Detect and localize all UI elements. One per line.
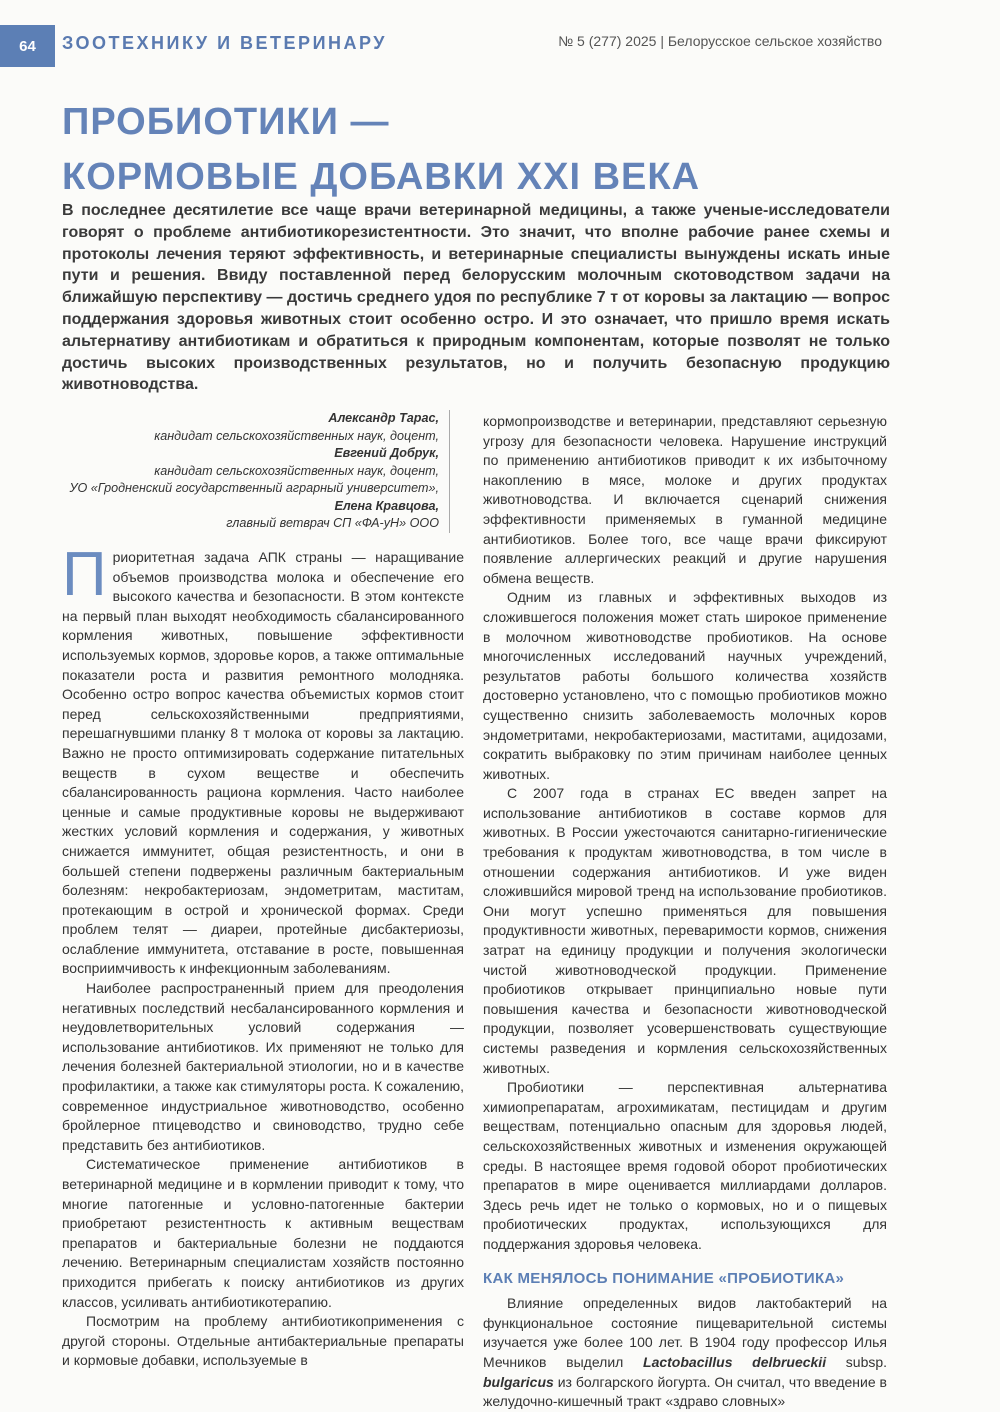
page-number: 64 bbox=[0, 25, 55, 67]
author-organization: УО «Гродненский государственный аграрный университет», bbox=[69, 481, 439, 495]
author-block bbox=[62, 410, 450, 533]
body-paragraph: Одним из главных и эффективных выходов из сложившегося положения может стать широкое применение в молочном животноводстве пробиотиков. На основе многочисленных исследований научных учреждений, результатов работы большого количества хозяйств достоверно установлено, что с помощью пробиотиков можно существенно снизить заболеваемость молочных коров эндометритами, некробактериозами, маститами, ацидозами, сократить выбраковку по этим причинам наиболее ценных животных. bbox=[483, 589, 887, 782]
right-column bbox=[483, 412, 887, 1412]
article-title bbox=[62, 95, 902, 205]
body-paragraph: Наиболее распространенный прием для преодоления негативных последствий несбалансированного кормления и неудовлетворительных условий содержания — использование антибиотиков. Их применяют не только для лечения болезней бактериальной этиологии, но и в качестве профилактики, а также как стимуляторы роста. К сожалению, современное индустриальное животноводство, особенно бройлерное птицеводство и свиноводство, трудно себе представить без антибиотиков. bbox=[62, 980, 464, 1153]
title-line-2: КОРМОВЫЕ ДОБАВКИ XXI ВЕКА bbox=[62, 156, 701, 198]
body-paragraph: кормопроизводстве и ветеринарии, представляют серьезную угрозу для безопасности человека. Нарушение инструкций по применению антибиотиков приводит к их избыточному накоплению в мясе, молоке и других продуктах животноводства. И включается сценарий снижения эффективности применяемых в гуманной медицине антибиотиков. Более того, все чаще врачи фиксируют появление аллергических реакций и другие нарушения обмена веществ. bbox=[483, 413, 887, 586]
title-line-1: ПРОБИОТИКИ — bbox=[62, 101, 390, 143]
body-paragraph: Влияние определенных видов лактобактерий на функциональное состояние пищеварительной системы изучается уже более 100 лет. В 1904 году профессор Илья Мечников выделил Lactobacillus delbrueckii subsp. bulgaricus из болгарского йогурта. Он считал, что введение в желудочно-кишечный тракт «здраво словных» bbox=[483, 1295, 888, 1410]
body-paragraph: Приоритетная задача АПК страны — наращивание объемов производства молока и обеспечение его высокого качества и безопасности. В этом контексте на первый план выходят необходимость сбалансированного кормления животных, повышение эффективности используемых кормов, здоровье коров, а также оптимальные показатели роста и развития ремонтного молодняка. Особенно остро вопрос качества объемистых кормов стоит перед сельскохозяйственными предприятиями, перешагнувшими планку 8 т молока от коровы за лактацию. Важно не просто оптимизировать содержание питательных веществ в сухом веществе и обеспечить сбалансированность рациона кормления. Часто наиболее ценные и самые продуктивные коровы не выдерживают жестких условий кормления и содержания, у животных снижается иммунитет, общая резистентность, и они в большей степени подвержены различным бактериальным болезням: некробактериозам, эндометритам, маститам, протекающим в острой и хронической формах. Среди проблем телят — диареи, протейные дисбактериозы, ослабление иммунитета, отставание в росте, повышенная восприимчивость к инфекционным заболеваниям. bbox=[62, 540, 464, 977]
author-name: Александр Тарас, bbox=[328, 411, 439, 425]
left-column bbox=[62, 540, 464, 1371]
author-position: кандидат сельскохозяйственных наук, доцент, bbox=[154, 463, 439, 478]
species-name: Lactobacillus delbrueckii bbox=[643, 1353, 827, 1370]
author-name: Евгений Добрук, bbox=[334, 446, 439, 460]
section-heading: ЗООТЕХНИКУ И ВЕТЕРИНАРУ bbox=[62, 33, 387, 53]
species-name: bulgaricus bbox=[483, 1373, 554, 1390]
author-position: кандидат сельскохозяйственных наук, доцент, bbox=[154, 428, 439, 443]
author-position: главный ветврач СП «ФА-уН» ООО bbox=[226, 516, 439, 530]
issue-info: № 5 (277) 2025 | Белорусское сельское хозяйство bbox=[558, 33, 882, 49]
subheading: КАК МЕНЯЛОСЬ ПОНИМАНИЕ «ПРОБИОТИКА» bbox=[483, 1269, 845, 1287]
body-paragraph: С 2007 года в странах ЕС введен запрет на использование антибиотиков в составе кормов для животных. В России ужесточаются санитарно-гигиенические требования к продуктам животноводства, в том числе в отношении содержания антибиотиков. И уже виден сложившийся мировой тренд на использование пробиотиков. Они могут успешно применяться для повышения продуктивности животных, переваримости кормов, снижения затрат на единицу продукции и получения экологически чистой животноводческой продукции. Применение пробиотиков открывает принципиально новые пути повышения качества и безопасности животноводческой продукции, позволяет усовершенствовать существующие системы разведения и кормления сельскохозяйственных животных. bbox=[483, 785, 887, 1076]
body-paragraph: Посмотрим на проблему антибиотикоприменения с другой стороны. Отдельные антибактериальные препараты и кормовые добавки, используемые в bbox=[62, 1313, 464, 1369]
drop-cap: П bbox=[62, 540, 107, 609]
author-name: Елена Кравцова, bbox=[334, 498, 439, 513]
lead-paragraph: В последнее десятилетие все чаще врачи ветеринарной медицины, а также ученые-исследователи говорят о проблеме антибиотикорезистентности. Это значит, что вполне рабочие ранее схемы и протоколы лечения теряют эффективность, и ветеринарные специалисты вынуждены искать иные пути и решения. Ввиду поставленной перед белорусским молочным скотоводством задачи на ближайшую перспективу — достичь среднего удоя по республике 7 т от коровы за лактацию — вопрос поддержания здоровья животных стоит особенно остро. И это означает, что пришло время искать альтернативу антибиотикам и обратиться к природным компонентам, которые позволят не только достичь высоких производственных результатов, но и получить безопасную продукцию животноводства. bbox=[62, 202, 890, 394]
body-paragraph: Систематическое применение антибиотиков в ветеринарной медицине и в кормлении приводит к тому, что многие патогенные и условно-патогенные бактерии приобретают резистентность к активным веществам препаратов и бактериальные болезни не поддаются лечению. Ветеринарным специалистам хозяйств постоянно приходится прибегать к поиску антибиотиков из других классов, усиливать антибиотикотерапию. bbox=[62, 1156, 464, 1310]
body-paragraph: Пробиотики — перспективная альтернатива химиопрепаратам, агрохимикатам, пестицидам и другим веществам, потенциально опасным для здоровья людей, сельскохозяйственных животных и изменения окружающей среды. В настоящее время годовой оборот пробиотических препаратов в мире оценивается миллиардами долларов. Здесь речь идет не только о кормовых, но и о пищевых пробиотических продуктах, использующихся для поддержания здоровья человека. bbox=[483, 1079, 887, 1252]
